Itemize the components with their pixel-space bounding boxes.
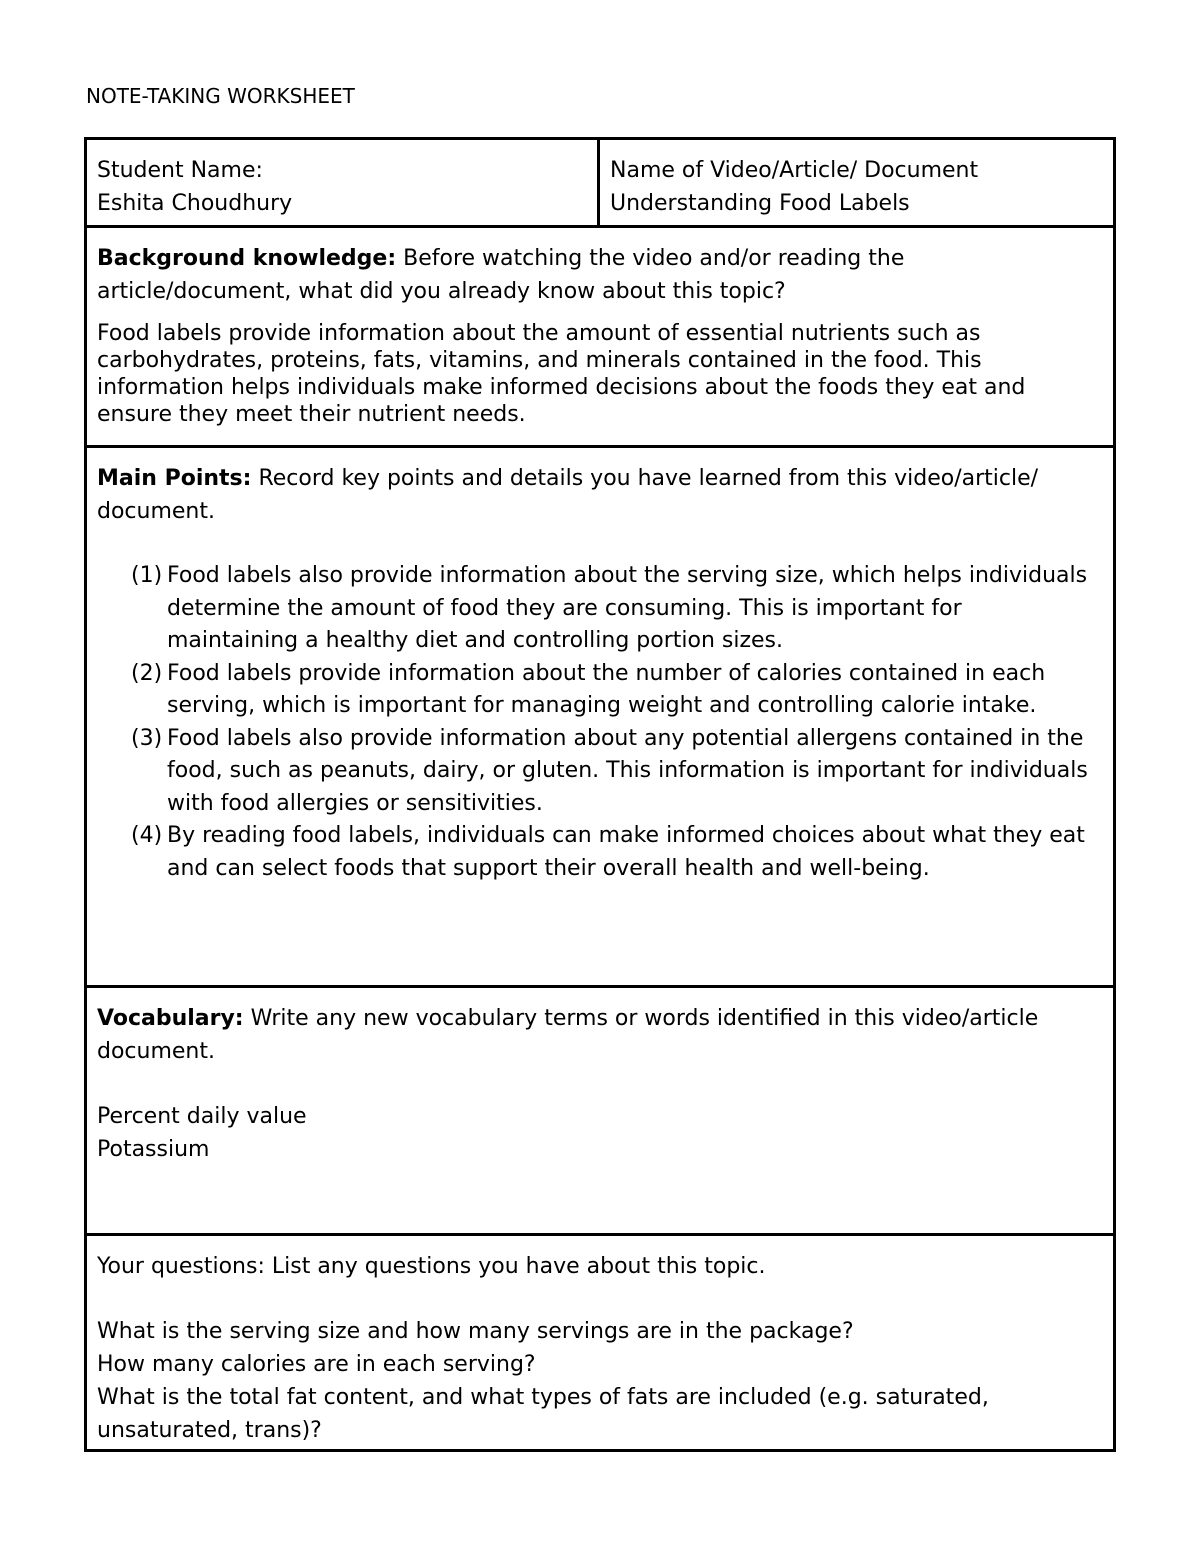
list-item-text: Food labels also provide information about the serving size, which helps individuals determine the amount of food they are consuming. This is important for maintaining a healthy diet and controlling portion sizes. (167, 563, 1088, 653)
list-item (131, 658, 1103, 723)
main-points-label: Main Points: (97, 466, 252, 491)
worksheet-table (84, 137, 1116, 1452)
list-item (131, 820, 1103, 885)
vocabulary-prompt-text: Write any new vocabulary terms or words identified in this video/article document. (97, 1006, 1039, 1064)
background-prompt-text: Before watching the video and/or reading the article/document, what did you already know about this topic? (97, 246, 905, 304)
main-points-section (86, 447, 1115, 987)
question-item: What is the total fat content, and what types of fats are included (e.g. saturated, unsaturated, trans)? (97, 1385, 989, 1443)
list-item-text: Food labels provide information about the number of calories contained in each serving, which is important for managing weight and controlling calorie intake. (167, 660, 1046, 718)
vocabulary-term: Potassium (97, 1137, 210, 1162)
source-cell (599, 139, 1115, 227)
main-points-prompt (97, 462, 1103, 528)
background-answer: Food labels provide information about the amount of essential nutrients such as carbohydrates, proteins, fats, vitamins, and minerals contained in the food. This information helps individuals make informed decisions about the foods they eat and ensure they meet their nutrient needs. (97, 321, 1026, 427)
list-item (131, 723, 1103, 821)
background-prompt (97, 242, 1103, 308)
list-item-number: (4) (131, 823, 163, 848)
main-points-list (97, 560, 1103, 885)
student-cell (86, 139, 599, 227)
vocabulary-label: Vocabulary: (97, 1006, 244, 1031)
background-section (86, 227, 1115, 447)
background-label: Background knowledge: (97, 246, 397, 271)
vocabulary-term: Percent daily value (97, 1104, 307, 1129)
list-item-text: Food labels also provide information about any potential allergens contained in the food, such as peanuts, dairy, or gluten. This information is important for individuals with food allergies or sensitivities. (167, 725, 1088, 816)
source-name-value: Understanding Food Labels (610, 191, 910, 216)
list-item-text: By reading food labels, individuals can make informed choices about what they eat and can select foods that support their overall health and well-being. (167, 823, 1085, 881)
vocabulary-prompt (97, 1002, 1103, 1068)
list-item-number: (2) (131, 660, 163, 686)
question-item: What is the serving size and how many servings are in the package? (97, 1319, 854, 1344)
list-item-number: (1) (131, 563, 163, 588)
main-points-prompt-text: Record key points and details you have learned from this video/article/ document. (97, 466, 1039, 524)
page-title: NOTE-TAKING WORKSHEET (86, 84, 355, 108)
question-item: How many calories are in each serving? (97, 1352, 536, 1377)
vocabulary-section (86, 987, 1115, 1235)
student-name-value: Eshita Choudhury (97, 191, 293, 216)
source-name-label: Name of Video/Article/ Document (610, 158, 979, 183)
student-name-label: Student Name: (97, 158, 263, 183)
list-item (131, 560, 1103, 658)
questions-prompt: Your questions: List any questions you have about this topic. (97, 1254, 766, 1279)
list-item-number: (3) (131, 725, 163, 751)
questions-section (86, 1235, 1115, 1451)
